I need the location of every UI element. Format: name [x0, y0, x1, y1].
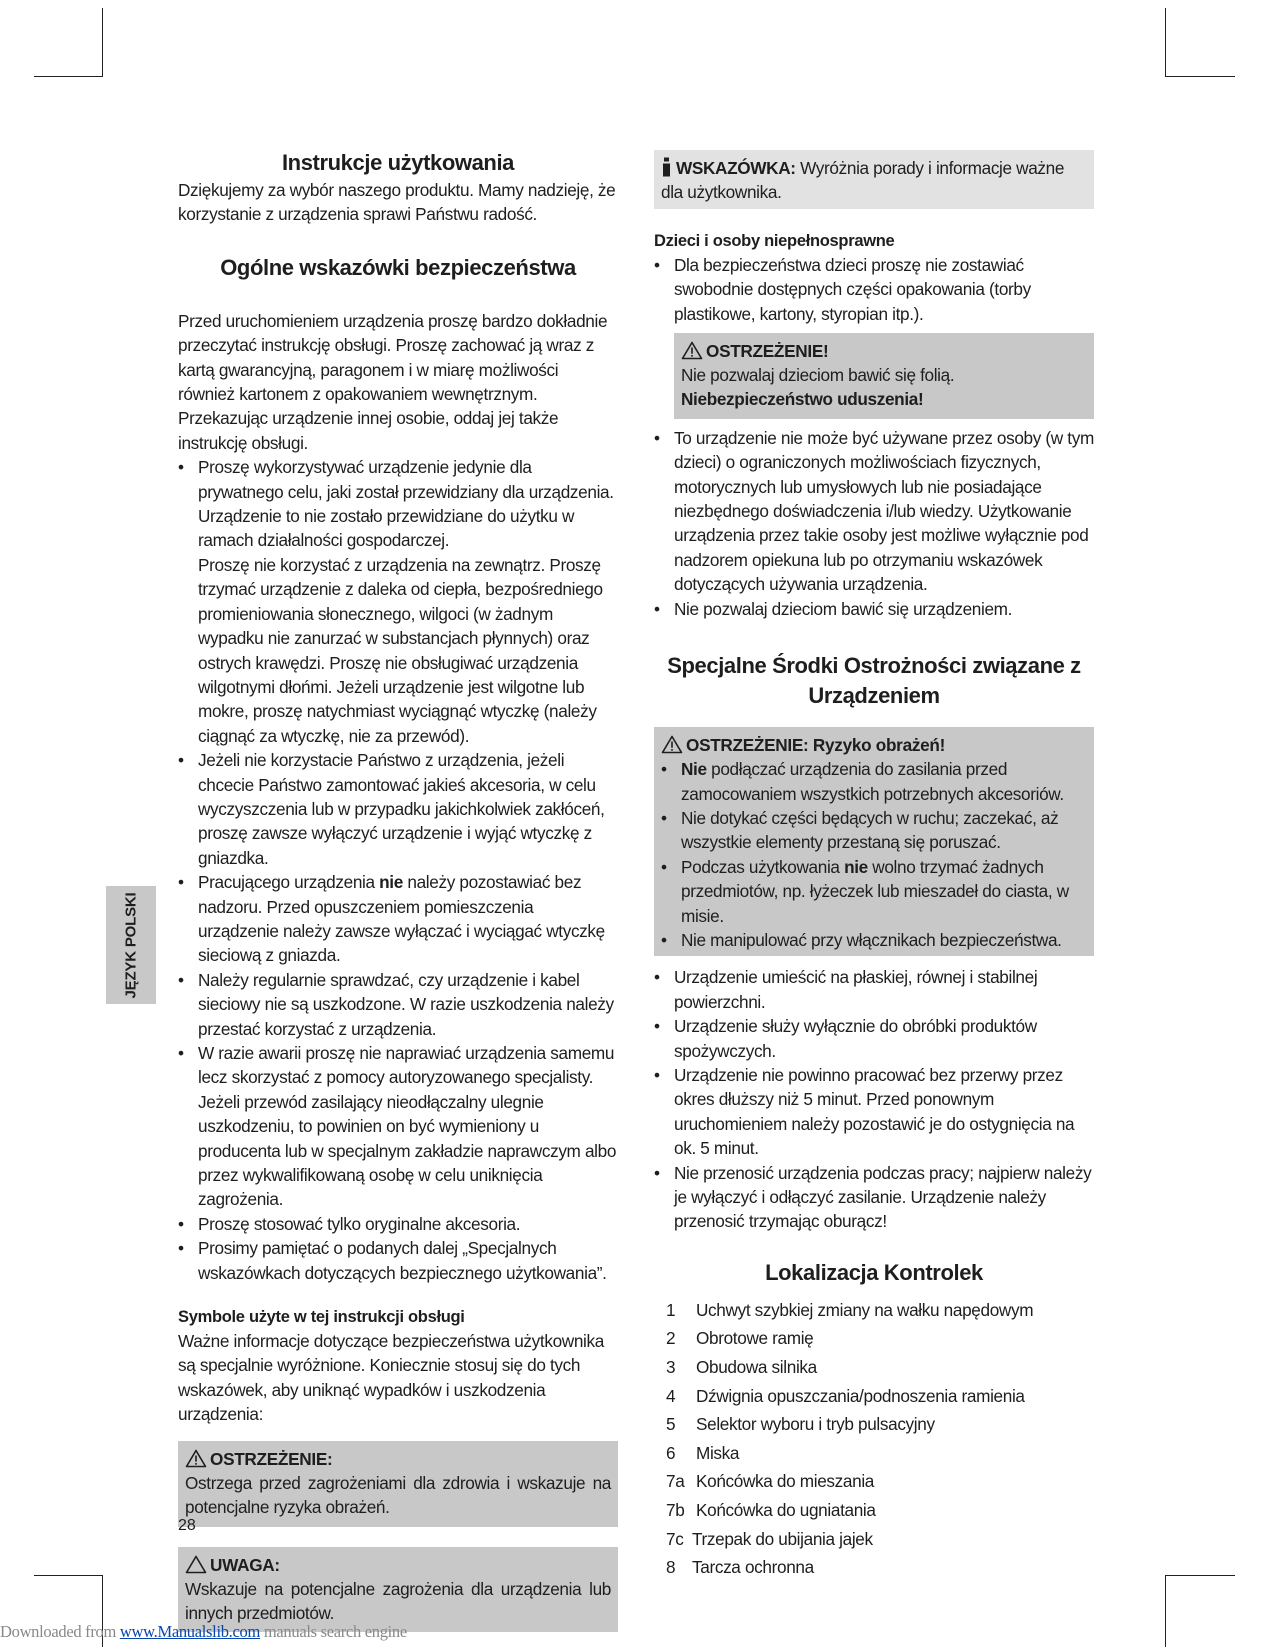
list-item: • Proszę stosować tylko oryginalne akcesoria. [178, 1212, 618, 1236]
list-item [661, 757, 1087, 806]
caution-title [185, 1553, 611, 1577]
caution-title-text: UWAGA: [210, 1554, 280, 1575]
list-item: • To urządzenie nie może być używane przez osoby (w tym dzieci) o ograniczonych możliwościach fizycznych, motorycznych lub umysłowych lub nie posiadające niezbędnego doświadczenia i/lub wiedzy. Użytkowanie urządzenia przez takie osoby jest możliwe wyłącznie pod nadzorem opiekuna lub po otrzymaniu wskazówek dotyczących używania urządzenia. [654, 426, 1094, 597]
list-item: • Jeżeli nie korzystacie Państwo z urządzenia, jeżeli chcecie Państwo zamontować jakieś akcesoria, w celu wyczyszczenia lub w przypadku jakichkolwiek zakłóceń, proszę zawsze wyłączyć urządzenie i wyjąć wtyczkę z gniazdka. [178, 748, 618, 870]
warning-box [178, 1441, 618, 1527]
list-item: • Urządzenie umieścić na płaskiej, równej i stabilnej powierzchni. [654, 965, 1094, 1014]
control-label: Miska [696, 1442, 740, 1463]
safety-intro: Przed uruchomieniem urządzenia proszę bardzo dokładnie przeczytać instrukcję obsługi. Proszę zachować ją wraz z kartą gwarancyjną, paragonem i w miarę możliwości również kartonem z opakowaniem wewnętrznym. Przekazując urządzenie innej osobie, oddaj jej także instrukcję obsługi. [178, 310, 608, 453]
note-text [661, 156, 1087, 205]
special-heading [654, 651, 1094, 711]
warning-title [185, 1447, 611, 1471]
control-label: Tarcza ochronna [692, 1557, 814, 1578]
control-label: Selektor wyboru i tryb pulsacyjny [696, 1414, 935, 1435]
child-warning-box [674, 333, 1094, 419]
warning-text: Ostrzega przed zagrożeniami dla zdrowia i wskazuje na potencjalne ryzyka obrażeń. [185, 1472, 611, 1518]
control-label: Trzepak do ubijania jajek [692, 1528, 873, 1549]
page-title: Instrukcje użytkowania [281, 150, 515, 175]
caution-text: Wskazuje na potencjalne zagrożenia dla urządzenia lub innych przedmiotów. [185, 1578, 611, 1623]
special-heading-line-2: Urządzeniem [808, 683, 940, 709]
caution-triangle-icon [185, 1555, 207, 1574]
children-list [654, 253, 1094, 326]
control-item [666, 1410, 1094, 1439]
child-warning-title [681, 339, 1087, 363]
control-number: 1 [666, 1299, 676, 1320]
control-item [666, 1553, 1094, 1582]
info-icon [661, 157, 672, 177]
injury-warning-title-text: OSTRZEŻENIE: Ryzyko obrażeń! [686, 735, 945, 756]
control-item [666, 1496, 1094, 1525]
children-heading: Dzieci i osoby niepełnosprawne [654, 231, 895, 250]
warning-triangle-icon [185, 1449, 207, 1468]
text-run: należy pozostawiać bez nadzoru. Przed opuszczeniem pomieszczenia urządzenie należy zawsze wyłączać i wyciągać wtyczkę sieciową z gniazda. [198, 872, 605, 966]
list-item: • W razie awarii proszę nie naprawiać urządzenia samemu lecz skorzystać z pomocy autoryzowanego specjalisty. Jeżeli przewód zasilający nieodłączalny ulegnie uszkodzeniu, to powinien on być wymieniony u producenta lub w specjalnym zakładzie naprawczym albo przez wykwalifikowaną osobę w celu uniknięcia zagrożenia. [178, 1041, 618, 1212]
manualslib-link[interactable]: www.Manualslib.com [119, 1622, 261, 1641]
control-item [666, 1296, 1094, 1325]
list-item [178, 455, 618, 748]
page-number: 28 [178, 1517, 196, 1534]
children-list-continued [654, 426, 1094, 621]
emphasis: nie [844, 856, 868, 877]
emphasis: Niebezpieczeństwo uduszenia! [681, 389, 924, 410]
language-label: JĘZYK POLSKI [122, 892, 140, 998]
control-item [666, 1324, 1094, 1353]
injury-warning-box [654, 727, 1094, 956]
text-run: Pracującego urządzenia [198, 872, 380, 893]
control-label: Obrotowe ramię [696, 1328, 814, 1349]
emphasis: Nie [681, 759, 707, 780]
crop-mark [1165, 1575, 1235, 1576]
list-item: • Należy regularnie sprawdzać, czy urządzenie i kabel sieciowy nie są uszkodzone. W razie uszkodzenia należy przestać korzystać z urządzenia. [178, 968, 618, 1041]
crop-mark [1165, 8, 1166, 76]
text-run: wolno trzymać żadnych przedmiotów, np. łyżeczek lub mieszadeł do ciasta, w misie. [681, 856, 1069, 926]
crop-mark [1165, 76, 1235, 77]
footer-prefix: Downloaded from [0, 1622, 120, 1641]
symbols-heading: Symbole użyte w tej instrukcji obsługi [178, 1308, 465, 1327]
text-run: podłączać urządzenia do zasilania przed zamocowaniem wszystkich potrzebnych akcesoriów. [681, 759, 1064, 804]
list-item: • Dla bezpieczeństwa dzieci proszę nie zostawiać swobodnie dostępnych części opakowania (torby plastikowe, kartony, styropian itp.). [654, 253, 1094, 326]
control-number: 7c [666, 1528, 684, 1549]
control-label: Uchwyt szybkiej zmiany na wałku napędowym [696, 1299, 1034, 1320]
symbols-text: Ważne informacje dotyczące bezpieczeństwa użytkownika są specjalnie wyróżnione. Koniecznie stosuj się do tych wskazówek, aby uniknąć wypadków i uszkodzenia urządzenia: [178, 1331, 604, 1425]
control-number: 7b [666, 1499, 685, 1520]
list-item: • Nie manipulować przy włącznikach bezpieczeństwa. [661, 928, 1087, 952]
control-number: 6 [666, 1442, 676, 1463]
list-item: • Nie przenosić urządzenia podczas pracy; najpierw należy je wyłączyć i odłączyć zasilanie. Urządzenie należy przenosić trzymając oburącz! [654, 1161, 1094, 1234]
control-number: 7a [666, 1471, 685, 1492]
control-item [666, 1382, 1094, 1411]
list-item: • Prosimy pamiętać o podanych dalej „Specjalnych wskazówkach dotyczących bezpiecznego użytkowania”. [178, 1236, 618, 1285]
child-warning-title-text: OSTRZEŻENIE! [706, 341, 829, 362]
injury-warning-list [661, 757, 1087, 952]
list-item-text: Proszę wykorzystywać urządzenie jedynie dla prywatnego celu, jaki został przewidziany dla urządzenia. Urządzenie to nie zostało przewidziane do użytku w ramach działalności gospodarczej. [198, 457, 614, 551]
left-column [178, 148, 618, 1632]
control-item [666, 1353, 1094, 1382]
note-body: Wyróżnia porady i informacje ważne dla użytkownika. [661, 158, 1065, 203]
control-number: 8 [666, 1557, 676, 1578]
list-item [661, 855, 1087, 928]
child-warning-text [681, 363, 1087, 412]
injury-warning-title [661, 733, 1087, 757]
list-item-subtext: Proszę nie korzystać z urządzenia na zewnątrz. Proszę trzymać urządzenie z daleka od ciepła, bezpośredniego promieniowania słonecznego, wilgoci (w żadnym wypadku nie zanurzać w substancjach płynnych) oraz ostrych krawędzi. Proszę nie obsługiwać urządzenia wilgotnymi dłońmi. Jeżeli urządzenie jest wilgotne lub mokre, proszę natychmiast wyciągnąć wtyczkę (należy ciągnąć za wtyczkę, nie za przewód). [198, 554, 603, 746]
control-label: Obudowa silnika [696, 1357, 817, 1377]
list-item [178, 870, 618, 968]
crop-mark [34, 1575, 103, 1576]
safety-heading: Ogólne wskazówki bezpieczeństwa [220, 254, 576, 280]
crop-mark [102, 8, 103, 76]
text-run: Podczas użytkowania [681, 856, 845, 877]
control-number: 5 [666, 1414, 676, 1435]
control-item [666, 1525, 1094, 1554]
warning-triangle-icon [681, 341, 703, 360]
control-number: 2 [666, 1328, 676, 1349]
footer-suffix: manuals search engine [260, 1622, 407, 1641]
control-number: 3 [666, 1357, 676, 1377]
warning-triangle-icon [661, 735, 683, 754]
controls-list [666, 1296, 1094, 1582]
warning-title-text: OSTRZEŻENIE: [210, 1448, 333, 1469]
note-title: WSKAZÓWKA: [676, 158, 796, 178]
right-column [654, 150, 1094, 1582]
note-box [654, 150, 1094, 209]
caution-box [178, 1547, 618, 1633]
control-label: Końcówka do ugniatania [696, 1499, 876, 1520]
text-run: Nie pozwalaj dzieciom bawić się folią. [681, 365, 955, 386]
list-item: • Nie pozwalaj dzieciom bawić się urządzeniem. [654, 597, 1094, 621]
safety-list [178, 455, 618, 1285]
controls-heading: Lokalizacja Kontrolek [765, 1259, 983, 1285]
special-heading-line-1: Specjalne Środki Ostrożności związane z [667, 653, 1081, 679]
list-item: • Nie dotykać części będących w ruchu; zaczekać, aż wszystkie elementy przestaną się poruszać. [661, 806, 1087, 855]
control-item [666, 1467, 1094, 1496]
language-side-tab [106, 886, 156, 1004]
control-label: Dźwignia opuszczania/podnoszenia ramienia [696, 1385, 1025, 1406]
list-item: • Urządzenie służy wyłącznie do obróbki produktów spożywczych. [654, 1014, 1094, 1063]
special-list [654, 965, 1094, 1233]
crop-mark [34, 76, 103, 77]
crop-mark [1165, 1575, 1166, 1647]
control-number: 4 [666, 1385, 676, 1406]
control-label: Końcówka do mieszania [696, 1471, 874, 1492]
download-footer [0, 1622, 407, 1642]
control-item [666, 1439, 1094, 1468]
emphasis: nie [379, 872, 403, 893]
intro-text: Dziękujemy za wybór naszego produktu. Mamy nadzieję, że korzystanie z urządzenia sprawi Państwu radość. [178, 180, 616, 225]
list-item: • Urządzenie nie powinno pracować bez przerwy przez okres dłuższy niż 5 minut. Przed ponownym uruchomieniem należy pozostawić je do ostygnięcia na ok. 5 minut. [654, 1063, 1094, 1161]
